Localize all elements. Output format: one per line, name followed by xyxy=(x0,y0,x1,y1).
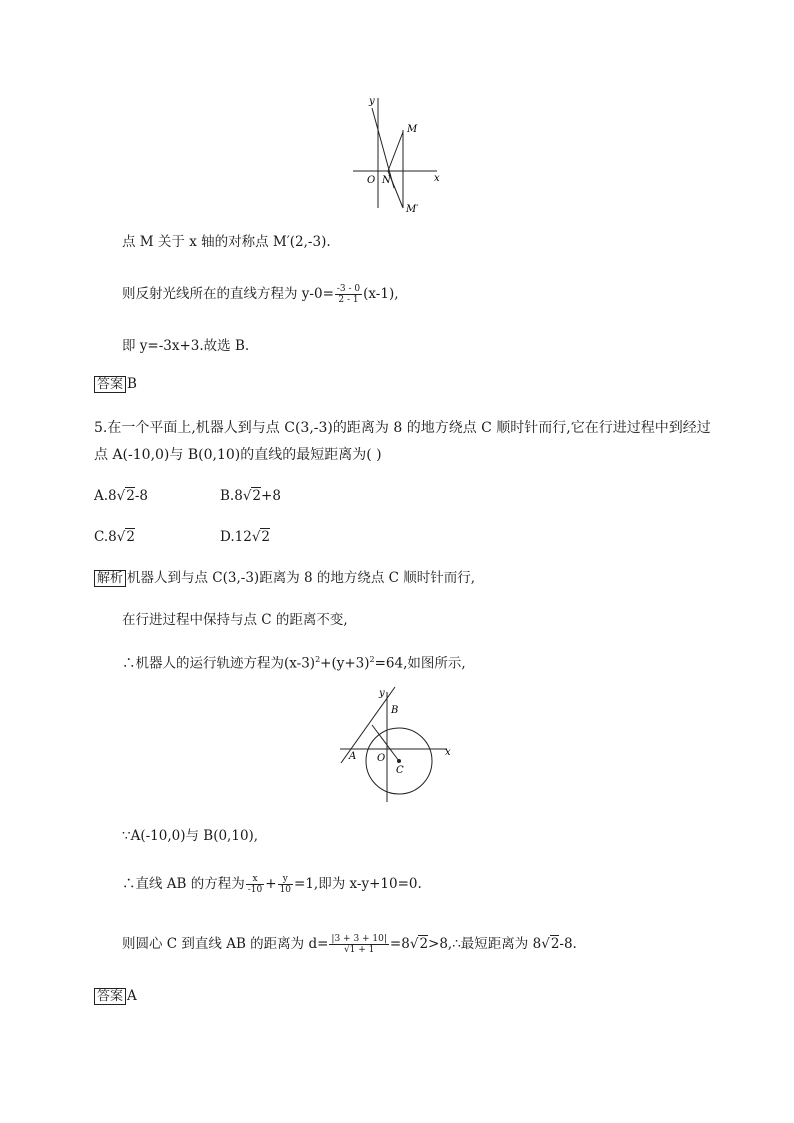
label-m-prime: M′ xyxy=(406,204,419,215)
line2-suffix: (x-1), xyxy=(363,286,399,302)
label-b: B xyxy=(391,705,399,716)
fraction-x xyxy=(246,874,265,895)
solution-line5-post: =1,即为 x-y+10=0. xyxy=(294,876,422,892)
option-a-root: 2 xyxy=(126,488,135,504)
option-b-root: 2 xyxy=(252,488,262,504)
fraction-distance-num: |3 + 3 + 10| xyxy=(331,934,387,944)
fraction-y-num: y xyxy=(278,874,293,885)
label-x: x xyxy=(434,173,440,184)
option-b-pre: B.8 xyxy=(220,488,243,504)
line2-prefix: 则反射光线所在的直线方程为 y-0= xyxy=(122,286,334,302)
fraction-y xyxy=(278,874,293,895)
option-a: A.8√2-8 xyxy=(94,488,148,504)
answer-1 xyxy=(94,374,137,395)
option-d-pre: D.12 xyxy=(220,529,252,545)
label-o: O xyxy=(377,753,386,764)
fraction-num: -3 - 0 xyxy=(336,284,361,294)
solution-line6-pre: 则圆心 C 到直线 AB 的距离为 d= xyxy=(122,936,329,952)
fraction-x-num: x xyxy=(246,874,265,885)
solution-line-6: 则圆心 C 到直线 AB 的距离为 d= $\frac{|3 + 3 + 10|}{√1 + 1}$ =8√2>8,∴最短距离为 8√2-8. xyxy=(122,934,577,955)
fraction-y-den: 10 xyxy=(279,885,292,895)
analysis-line-3 xyxy=(122,650,466,674)
text-line-2 xyxy=(122,284,399,305)
label-n: N xyxy=(382,175,391,186)
option-d-root: 2 xyxy=(261,529,271,545)
analysis-line3-mid: +(y+3) xyxy=(320,655,370,672)
fraction-x-den: -10 xyxy=(247,885,263,895)
answer-label: 答案 xyxy=(94,376,126,393)
question-5-line-1: 5.在一个平面上,机器人到与点 C(3,-3)的距离为 8 的地方绕点 C 顺时针而行,它在行进过程中到经过 xyxy=(94,420,711,436)
solution-line-4: ∵A(-10,0)与 B(0,10), xyxy=(122,828,259,844)
exponent-1: 2 xyxy=(315,655,321,664)
fraction-slope xyxy=(335,284,362,305)
option-a-pre: A.8 xyxy=(94,488,117,504)
label-x: x xyxy=(445,747,451,758)
solution-line6-mid2: >8,∴最短距离为 8 xyxy=(428,936,542,952)
answer-label: 答案 xyxy=(94,988,126,1005)
label-m: M xyxy=(407,124,418,135)
solution-line6-mid1: =8 xyxy=(389,936,410,952)
fraction-distance-den: √1 + 1 xyxy=(343,945,375,955)
option-c-pre: C.8 xyxy=(94,529,117,545)
analysis-line-1 xyxy=(94,568,475,589)
analysis-line3-post: =64,如图所示, xyxy=(374,655,466,672)
label-o: O xyxy=(367,175,376,186)
center-point xyxy=(397,759,401,763)
reflected-ray xyxy=(388,132,403,171)
option-b-post: +8 xyxy=(261,488,281,504)
answer-value: A xyxy=(127,988,137,1004)
answer-value: B xyxy=(127,376,137,392)
analysis-line3-pre: ∴机器人的运行轨迹方程为(x-3) xyxy=(122,655,316,672)
sqrt-2: 2 xyxy=(550,936,560,952)
option-d: D.12√2 xyxy=(220,529,271,545)
reflection-figure xyxy=(345,90,455,215)
label-y: y xyxy=(379,688,385,699)
option-c-root: 2 xyxy=(126,529,135,545)
text-line-1: 点 M 关于 x 轴的对称点 M′(2,-3). xyxy=(122,234,331,250)
solution-line5-pre: ∴直线 AB 的方程为 xyxy=(122,876,245,892)
fraction-den: 2 - 1 xyxy=(338,295,359,305)
analysis-line-2: 在行进过程中保持与点 C 的距离不变, xyxy=(122,612,348,628)
solution-line6-post: -8. xyxy=(559,936,577,952)
label-c: C xyxy=(396,765,404,776)
label-a: A xyxy=(349,751,357,762)
text-line-3: 即 y=-3x+3.故选 B. xyxy=(122,338,250,354)
option-a-post: -8 xyxy=(134,488,148,504)
circle-figure xyxy=(335,684,460,806)
solution-line-5 xyxy=(122,874,422,895)
analysis-label: 解析 xyxy=(94,570,126,587)
sqrt-1: 2 xyxy=(419,936,429,952)
exponent-2: 2 xyxy=(369,655,375,664)
fraction-distance xyxy=(329,934,389,955)
option-c: C.8√2 xyxy=(94,529,135,545)
answer-2 xyxy=(94,986,137,1007)
option-b: B.8√2+8 xyxy=(220,488,281,504)
question-5-line-2: 点 A(-10,0)与 B(0,10)的直线的最短距离为( ) xyxy=(94,447,382,463)
label-y: y xyxy=(369,96,375,107)
plus-sign: + xyxy=(265,876,277,892)
analysis-text: 机器人到与点 C(3,-3)距离为 8 的地方绕点 C 顺时针而行, xyxy=(127,570,476,586)
